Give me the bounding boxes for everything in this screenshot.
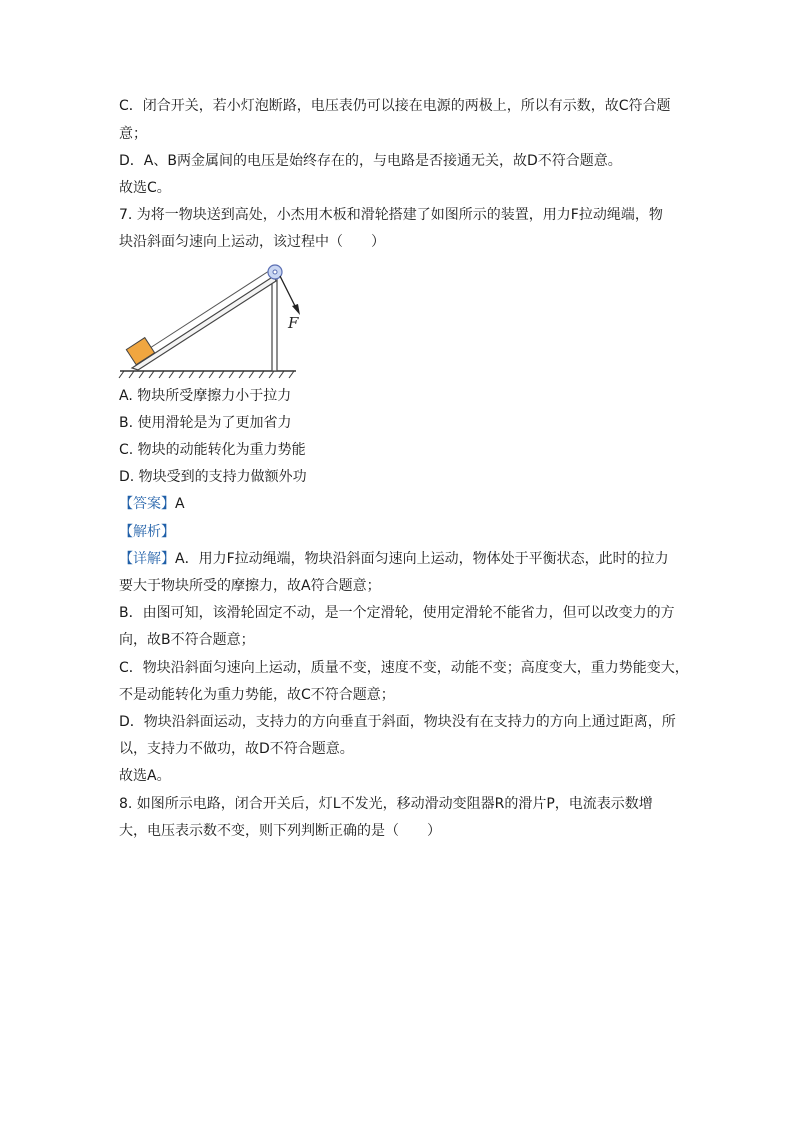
detail-first-line xyxy=(119,549,669,569)
force-label: F xyxy=(288,314,299,332)
detail-line: 向，故B不符合题意； xyxy=(119,632,255,648)
detail-tag: 【详解】 xyxy=(119,551,175,567)
detail-line: C．物块沿斜面匀速向上运动，质量不变，速度不变，动能不变；高度变大，重力势能变大， xyxy=(119,660,689,676)
text-line: D．A、B两金属间的电压是始终存在的，与电路是否接通无关，故D不符合题意。 xyxy=(119,153,622,169)
answer-line xyxy=(119,494,185,514)
detail-line: 不是动能转化为重力势能，故C不符合题意； xyxy=(119,687,395,703)
detail-line: 以，支持力不做功，故D不符合题意。 xyxy=(119,741,354,757)
question-8-stem: 大，电压表示数不变，则下列判断正确的是（ ） xyxy=(119,823,441,839)
text-line: C．闭合开关，若小灯泡断路，电压表仍可以接在电源的两极上，所以有示数，故C符合题 xyxy=(119,98,671,114)
answer-value: A xyxy=(175,496,185,512)
detail-text: A．用力F拉动绳端，物块沿斜面匀速向上运动，物体处于平衡状态，此时的拉力 xyxy=(175,551,669,567)
detail-line: 要大于物块所受的摩擦力，故A符合题意； xyxy=(119,578,381,594)
option-b: B. 使用滑轮是为了更加省力 xyxy=(119,415,292,431)
text-line: 意； xyxy=(119,126,147,142)
text-line: 故选C。 xyxy=(119,180,171,196)
question-7-stem: 块沿斜面匀速向上运动，该过程中（ ） xyxy=(119,234,385,250)
option-d: D. 物块受到的支持力做额外功 xyxy=(119,469,307,485)
option-a: A. 物块所受摩擦力小于拉力 xyxy=(119,388,292,404)
question-8-stem: 8. 如图所示电路，闭合开关后，灯L不发光，移动滑动变阻器R的滑片P，电流表示数增 xyxy=(119,796,653,812)
analysis-heading xyxy=(119,522,175,542)
question-7-stem: 7. 为将一物块送到高处，小杰用木板和滑轮搭建了如图所示的装置，用力F拉动绳端，物 xyxy=(119,207,663,223)
detail-line: 故选A。 xyxy=(119,768,171,784)
incline-pulley-figure xyxy=(118,258,308,380)
option-c: C. 物块的动能转化为重力势能 xyxy=(119,442,306,458)
answer-tag: 【答案】 xyxy=(119,496,175,512)
analysis-tag: 【解析】 xyxy=(119,524,175,540)
detail-line: D．物块沿斜面运动，支持力的方向垂直于斜面，物块没有在支持力的方向上通过距离，所 xyxy=(119,714,676,730)
detail-line: B．由图可知，该滑轮固定不动，是一个定滑轮，使用定滑轮不能省力，但可以改变力的方 xyxy=(119,605,675,621)
